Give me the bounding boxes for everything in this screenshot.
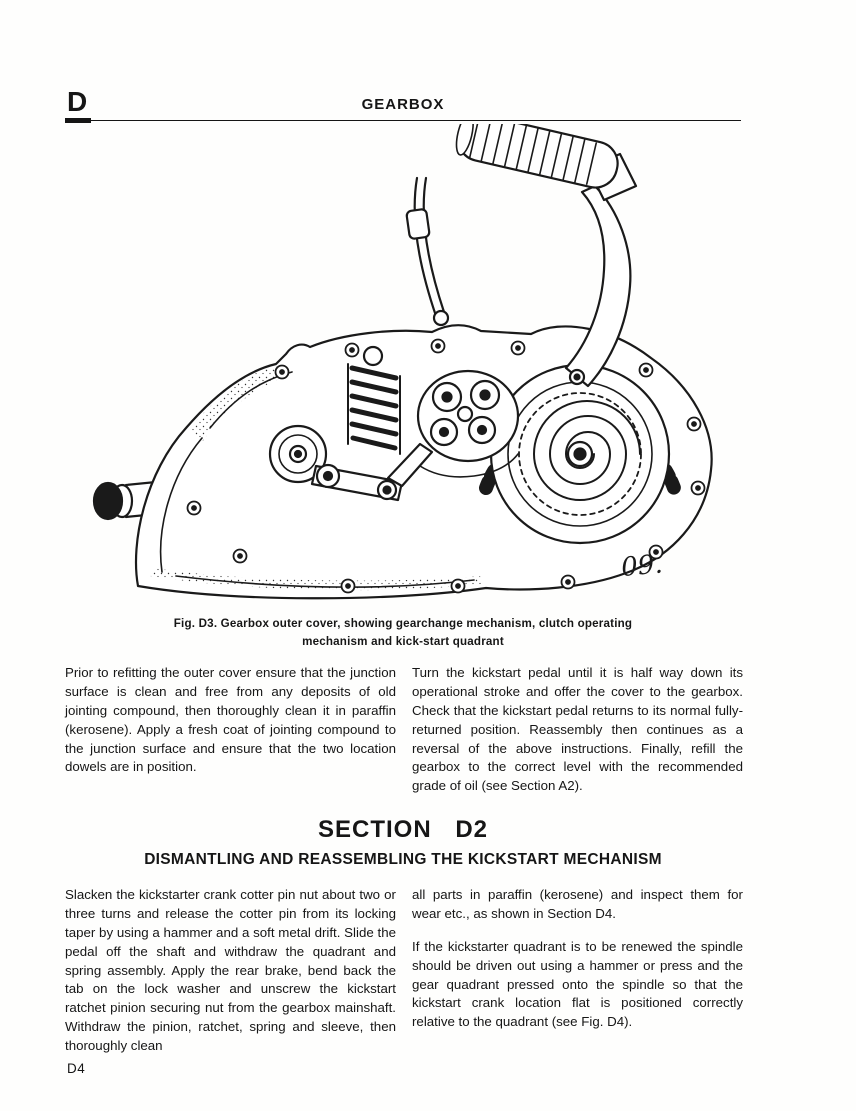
section-d2-title: SECTION D2 xyxy=(317,816,489,843)
body-right-column xyxy=(412,886,743,1056)
figure-engraving: 09. xyxy=(619,549,664,583)
body-left-column xyxy=(65,886,396,1056)
intro-right-paragraph: Turn the kickstart pedal until it is half way down its operational stroke and offer the cover to the gearbox. Check that the kickstart pedal returns to its normal fully-returned position. Reassembly then continues as a reversal of the above instructions. Finally, refill the gearbox to the correct level with the recommended grade of oil (see Section A2). xyxy=(412,665,743,794)
header-rule xyxy=(65,120,741,121)
figure-caption xyxy=(65,615,741,651)
clutch-cable xyxy=(406,178,448,325)
body-left-paragraph: Slacken the kickstarter crank cotter pin nut about two or three turns and release the cotter pin from its locking taper by using a hammer and a soft metal drift. Slide the pedal off the shaft and withdraw the quadrant and spring assembly. Apply the rear brake, bend back the tab on the lock washer and unscrew the kickstart ratchet pinion securing nut from the gearbox mainshaft. Withdraw the pinion, ratchet, spring and sleeve, then thoroughly clean xyxy=(65,887,396,1053)
kickstart-grip xyxy=(453,124,622,192)
page-title: GEARBOX xyxy=(361,96,445,113)
intro-right-column xyxy=(412,664,743,796)
figure-d3-illustration xyxy=(90,124,750,612)
figure-d3 xyxy=(90,124,750,612)
body-right-paragraph-2: If the kickstarter quadrant is to be renewed the spindle should be driven out using a hammer or press and the gear quadrant pressed onto the spindle so that the kickstart crank location flat is positioned correctly relative to the quadrant (see Fig. D4). xyxy=(412,938,743,1030)
intro-columns xyxy=(65,664,743,796)
body-columns xyxy=(65,886,743,1056)
section-d2-subtitle: DISMANTLING AND REASSEMBLING THE KICKSTART MECHANISM xyxy=(144,851,662,868)
body-right-paragraph-1: all parts in paraffin (kerosene) and inspect them for wear etc., as shown in Section D4. xyxy=(412,887,743,921)
figure-caption-text: Fig. D3. Gearbox outer cover, showing gearchange mechanism, clutch operating mechanism and kick-start quadrant xyxy=(173,617,633,648)
page-number: D4 xyxy=(67,1061,86,1076)
header-rule-thick-segment xyxy=(65,118,91,123)
section-letter: D xyxy=(67,86,89,117)
intro-left-column xyxy=(65,664,396,796)
page-header xyxy=(65,86,741,120)
intro-left-paragraph: Prior to refitting the outer cover ensure that the junction surface is clean and free from any deposits of old jointing compound, then thoroughly clean it in paraffin (kerosene). Apply a fresh coat of jointing compound to the junction surface and ensure that the two location dowels are in position. xyxy=(65,665,396,775)
